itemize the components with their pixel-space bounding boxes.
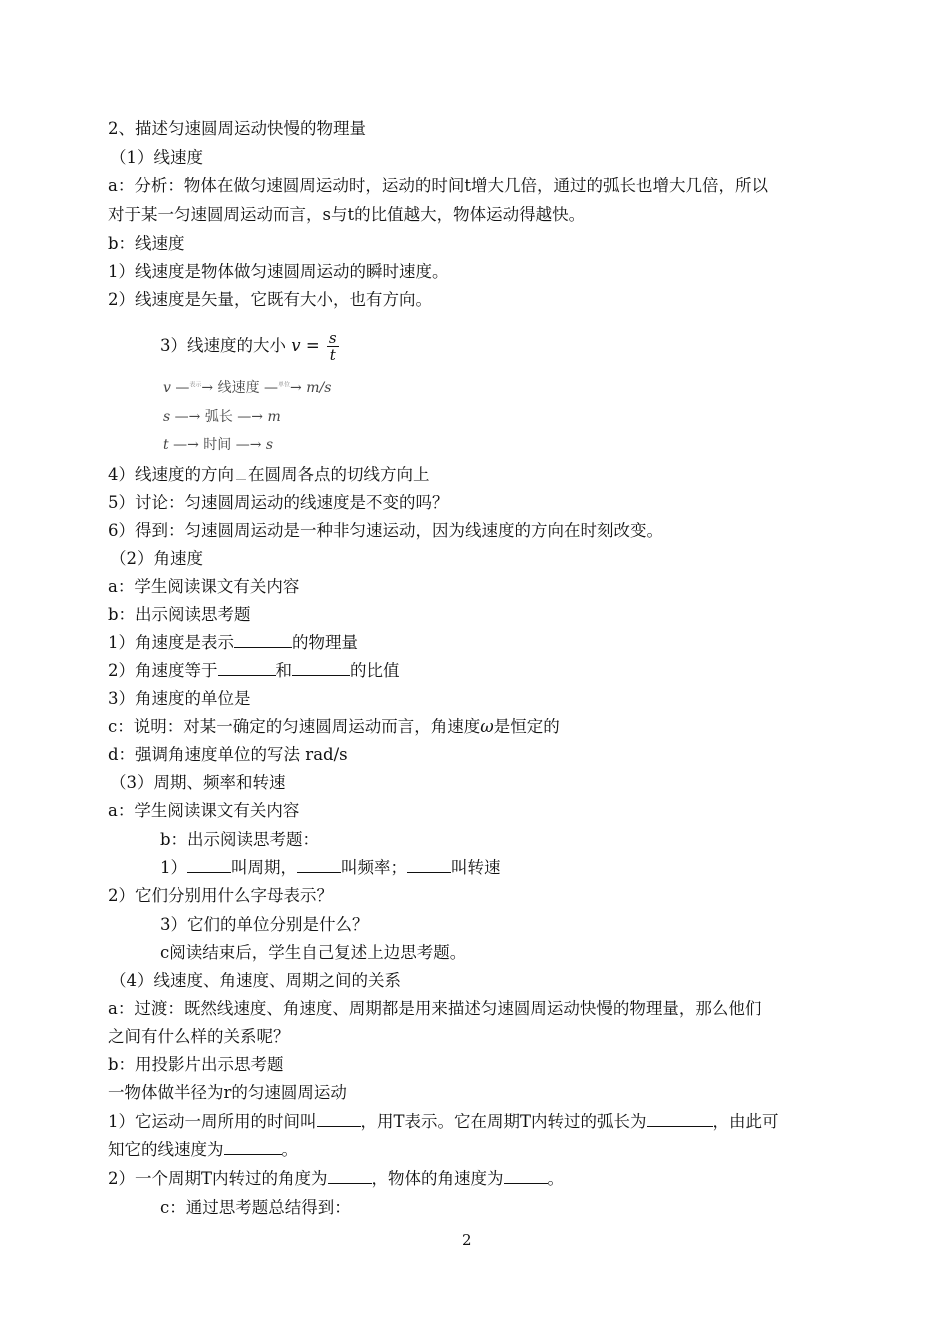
fraction-denominator: t	[329, 346, 336, 364]
paragraph-text: 叫频率；	[341, 858, 407, 877]
fraction-numerator: s	[328, 329, 337, 347]
paragraph-text: 2）角速度等于	[108, 661, 218, 680]
paragraph-line: 3）它们的单位分别是什么？	[160, 915, 369, 934]
arrow: —	[235, 437, 250, 453]
arrow-tag: 单位	[278, 381, 291, 389]
paragraph-text: 。	[281, 1140, 298, 1159]
equals-sign: =	[305, 336, 320, 355]
paragraph-text: 3）线速度的大小	[160, 336, 286, 355]
paragraph-line	[108, 464, 430, 486]
formula-line	[160, 330, 339, 363]
question-line	[160, 857, 501, 879]
paragraph-text: 1）角速度是表示	[108, 633, 234, 652]
quantity-name: 线速度	[217, 380, 260, 396]
paragraph-line: a：过渡：既然线速度、角速度、周期都是用来描述匀速圆周运动快慢的物理量，那么他们	[108, 999, 762, 1018]
paragraph-text: 1）	[160, 858, 187, 877]
question-line	[108, 660, 400, 682]
subheading-relationship: （4）线速度、角速度、周期之间的关系	[110, 971, 401, 990]
subheading-angular-velocity: （2）角速度	[110, 549, 203, 568]
paragraph-text: ，由此可	[712, 1112, 779, 1131]
paragraph-text: 。	[547, 1169, 565, 1188]
paragraph-text: 是恒定的	[493, 717, 560, 736]
arrow: —	[175, 380, 190, 396]
unit-value: s	[265, 437, 274, 453]
unit-row: t —→ 时间 —→ s	[163, 437, 274, 453]
paragraph-text: 叫周期，	[231, 858, 297, 877]
paragraph-line: b：出示阅读思考题	[108, 605, 251, 624]
dash-mark	[236, 470, 246, 480]
paragraph-line: c阅读结束后，学生自己复述上边思考题。	[160, 943, 467, 962]
fill-in-blank	[224, 1139, 282, 1155]
arrow: —	[264, 380, 279, 396]
fill-in-blank	[187, 857, 231, 873]
fill-in-blank	[297, 857, 341, 873]
paragraph-text: 的物理量	[292, 633, 358, 652]
question-line	[108, 632, 358, 654]
omega-symbol: ω	[480, 717, 494, 736]
question-line	[108, 1139, 298, 1161]
arrow: —	[173, 437, 188, 453]
paragraph-line: 对于某一匀速圆周运动而言，s与t的比值越大，物体运动得越快。	[108, 205, 586, 224]
paragraph-text: 4）线速度的方向	[108, 465, 234, 484]
paragraph-line: a：学生阅读课文有关内容	[108, 801, 300, 820]
fill-in-blank	[317, 1111, 361, 1127]
paragraph-text: ，用T表示。它在周期T内转过的弧长为	[360, 1112, 647, 1131]
arrow: —	[174, 409, 189, 425]
question-line	[108, 1111, 779, 1133]
paragraph-line: 2）它们分别用什么字母表示？	[108, 886, 333, 905]
paragraph-line: b：用投影片出示思考题	[108, 1055, 284, 1074]
paragraph-text: ，物体的角速度为	[371, 1169, 504, 1188]
fill-in-blank	[234, 632, 292, 648]
paragraph-line: a：分析：物体在做匀速圆周运动时，运动的时间t增大几倍，通过的弧长也增大几倍，所以	[108, 176, 768, 195]
unit-row: v —$^{表示}$→ 线速度 —$^{单位}$→ m/s	[163, 380, 332, 396]
paragraph-text: 叫转速	[451, 858, 501, 877]
paragraph-line	[108, 716, 560, 738]
velocity-symbol: v	[291, 336, 301, 355]
fill-in-blank	[504, 1168, 548, 1184]
page-number: 2	[462, 1231, 472, 1249]
paragraph-line: a：学生阅读课文有关内容	[108, 577, 300, 596]
paragraph-line: d：强调角速度单位的写法 rad/s	[108, 745, 348, 764]
unit-symbol: t	[163, 437, 169, 453]
paragraph-line: 2）线速度是矢量，它既有大小，也有方向。	[108, 290, 432, 309]
unit-symbol: s	[163, 409, 171, 425]
paragraph-line: 1）线速度是物体做匀速圆周运动的瞬时速度。	[108, 262, 449, 281]
quantity-name: 弧长	[204, 409, 233, 425]
subheading-period: （3）周期、频率和转速	[110, 773, 286, 792]
section-heading: 2、描述匀速圆周运动快慢的物理量	[108, 119, 366, 138]
paragraph-text: 2）一个周期T内转过的角度为	[108, 1169, 328, 1188]
fill-in-blank	[218, 660, 276, 676]
fill-in-blank	[407, 857, 451, 873]
unit-symbol: v	[163, 380, 171, 396]
paragraph-text: 1）它运动一周所用的时间叫	[108, 1112, 317, 1131]
fill-in-blank	[328, 1168, 372, 1184]
paragraph-text: 知它的线速度为	[108, 1140, 224, 1159]
paragraph-text: c：说明：对某一确定的匀速圆周运动而言，角速度	[108, 717, 481, 736]
paragraph-line: 一物体做半径为r的匀速圆周运动	[108, 1083, 347, 1102]
question-line	[108, 1168, 564, 1190]
unit-value: m	[267, 409, 281, 425]
arrow-tag: 表示	[189, 381, 202, 389]
arrow: —	[237, 409, 252, 425]
fill-in-blank	[647, 1111, 713, 1127]
paragraph-line: 6）得到：匀速圆周运动是一种非匀速运动，因为线速度的方向在时刻改变。	[108, 521, 663, 540]
fill-in-blank	[292, 660, 350, 676]
paragraph-line: b：出示阅读思考题：	[160, 830, 320, 849]
velocity-fraction	[327, 330, 339, 363]
paragraph-line: b：线速度	[108, 234, 185, 253]
subheading-linear-velocity: （1）线速度	[110, 148, 203, 167]
paragraph-text: 和	[275, 661, 292, 680]
paragraph-line: 3）角速度的单位是	[108, 689, 251, 708]
paragraph-text: 在圆周各点的切线方向上	[248, 465, 430, 484]
unit-row: s —→ 弧长 —→ m	[163, 409, 281, 425]
quantity-name: 时间	[203, 437, 232, 453]
paragraph-line: 5）讨论：匀速圆周运动的线速度是不变的吗？	[108, 493, 449, 512]
paragraph-text: 的比值	[350, 661, 400, 680]
paragraph-line: 之间有什么样的关系呢？	[108, 1027, 290, 1046]
paragraph-line: c：通过思考题总结得到：	[160, 1198, 351, 1217]
unit-value: m/s	[306, 380, 332, 396]
